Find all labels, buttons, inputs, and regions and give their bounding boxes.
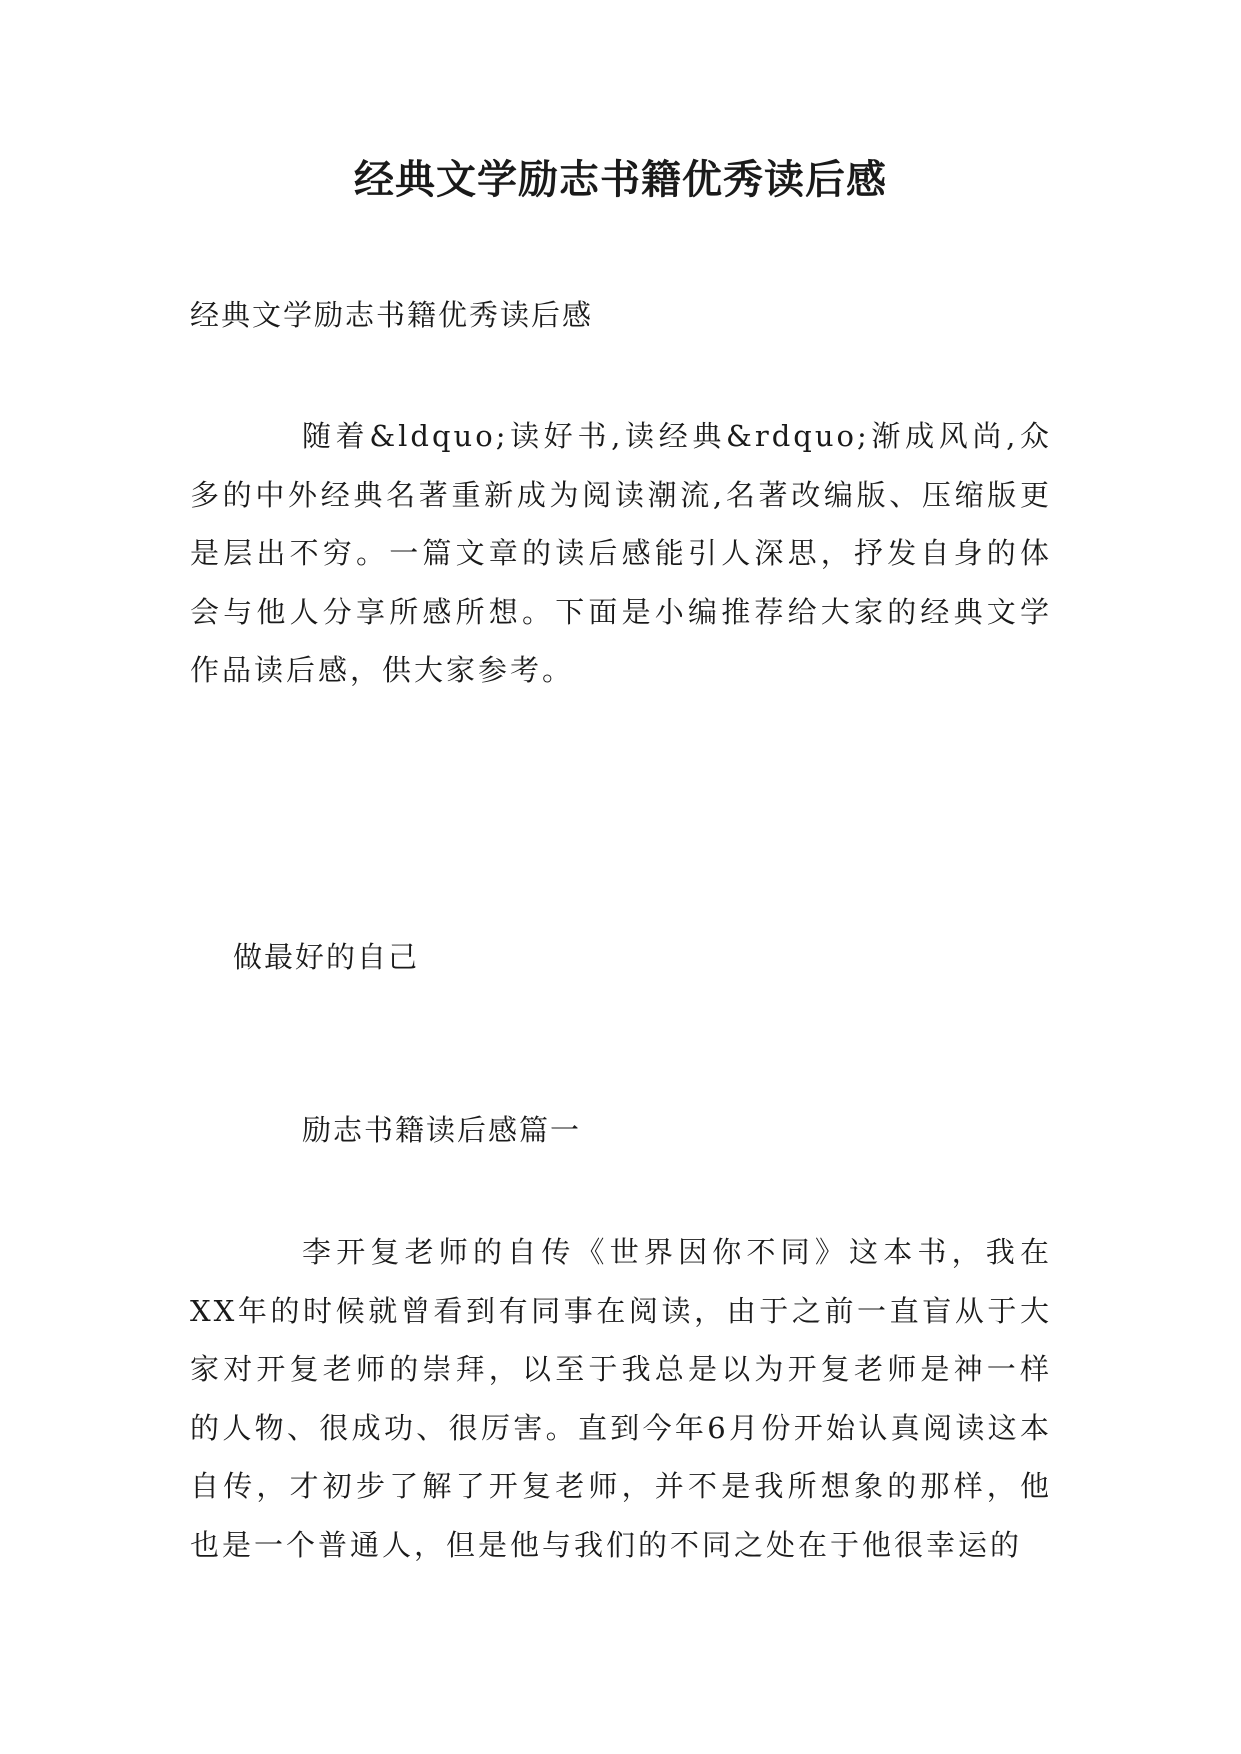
body-paragraph: 李开复老师的自传《世界因你不同》这本书，我在XX年的时候就曾看到有同事在阅读，由于之前一直盲从于大家对开复老师的崇拜，以至于我总是以为开复老师是神一样的人物、很成功、很厉害。直到今年6月份开始认真阅读这本自传，才初步了解了开复老师，并不是我所想象的那样，他也是一个普通人，但是他与我们的不同之处在于他很幸运的 [190, 1235, 1052, 1562]
intro-paragraph: 随着&ldquo;读好书,读经典&rdquo;渐成风尚,众多的中外经典名著重新成为阅读潮流,名著改编版、压缩版更是层出不穷。一篇文章的读后感能引人深思，抒发自身的体会与他人分享所感所想。下面是小编推荐给大家的经典文学作品读后感，供大家参考。 [190, 419, 1052, 687]
document-title: 经典文学励志书籍优秀读后感 [354, 157, 887, 203]
chapter-heading: 励志书籍读后感篇一 [302, 1113, 582, 1147]
document-subtitle: 经典文学励志书籍优秀读后感 [190, 298, 594, 332]
section-heading: 做最好的自己 [233, 940, 420, 974]
